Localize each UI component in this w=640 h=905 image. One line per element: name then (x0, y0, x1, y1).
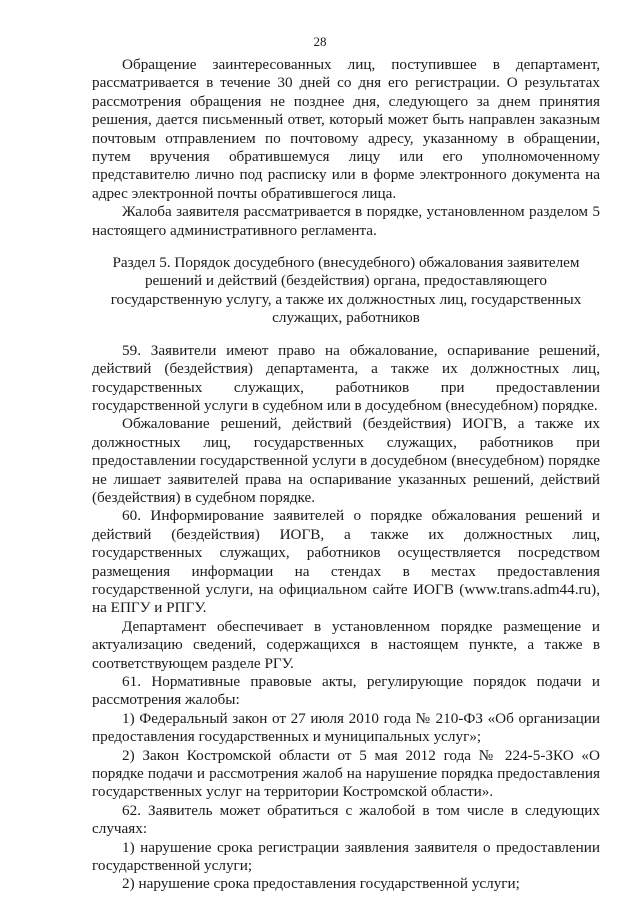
paragraph-61: 61. Нормативные правовые акты, регулирующие порядок подачи и рассмотрения жалобы: (92, 673, 600, 709)
list-item-registration-violation: 1) нарушение срока регистрации заявления заявителя о предоставлении государственной услуги; (92, 838, 600, 875)
paragraph-appeal-iogv: Обжалование решений, действий (бездействия) ИОГВ, а также их должностных лиц, государственных служащих, работников при предоставлении государственной услуги в досудебном (внесудебном) порядке не лишает заявителей права на оспаривание указанных решений, действий (бездействия) в судебном порядке. (92, 415, 600, 506)
section-title: Раздел 5. Порядок досудебного (внесудебного) обжалования заявителем решений и действий (бездействия) органа, предоставляющего государственную услугу, а также их должностных лиц, государственных служащих, работников (110, 254, 582, 327)
list-item-regional-law: 2) Закон Костромской области от 5 мая 2012 года № 224-5-ЗКО «О порядке подачи и рассмотрения жалоб на нарушение порядка предоставления государственных услуг на территории Костромской области». (92, 746, 600, 801)
paragraph-complaint-order: Жалоба заявителя рассматривается в порядке, установленном разделом 5 настоящего административного регламента. (92, 203, 600, 239)
document-body (92, 56, 600, 894)
paragraph-59: 59. Заявители имеют право на обжалование, оспаривание решений, действий (бездействия) департамента, а также их должностных лиц, государственных служащих, работников при предоставлении государственной услуги в судебном или в досудебном (внесудебном) порядке. (92, 341, 600, 414)
paragraph-62: 62. Заявитель может обратиться с жалобой в том числе в следующих случаях: (92, 801, 600, 838)
list-item-deadline-violation: 2) нарушение срока предоставления государственной услуги; (122, 875, 520, 893)
paragraph-department-info: Департамент обеспечивает в установленном порядке размещение и актуализацию сведений, содержащихся в настоящем пункте, а также в соответствующем разделе РГУ. (92, 617, 600, 672)
page-number: 28 (313, 34, 327, 49)
list-item-federal-law: 1) Федеральный закон от 27 июля 2010 года № 210-ФЗ «Об организации предоставления государственных и муниципальных услуг»; (92, 709, 600, 746)
paragraph-60: 60. Информирование заявителей о порядке обжалования решений и действий (бездействия) ИОГВ, а также их должностных лиц, государственных служащих, работников осуществляется посредством размещения информации на стендах в местах предоставления государственной услуги, на официальном сайте ИОГВ (www.trans.adm44.ru), на ЕПГУ и РПГУ. (92, 507, 600, 617)
paragraph-review-period: Обращение заинтересованных лиц, поступившее в департамент, рассматривается в течение 30 дней со дня его регистрации. О результатах рассмотрения обращения не позднее дня, следующего за днем принятия решения, дается письменный ответ, который может быть направлен заказным почтовым отправлением по почтовому адресу, указанному в обращении, путем вручения обратившемуся лицу или его уполномоченному представителю лично под расписку или в форме электронного документа на адрес электронной почты обратившегося лица. (92, 56, 600, 202)
